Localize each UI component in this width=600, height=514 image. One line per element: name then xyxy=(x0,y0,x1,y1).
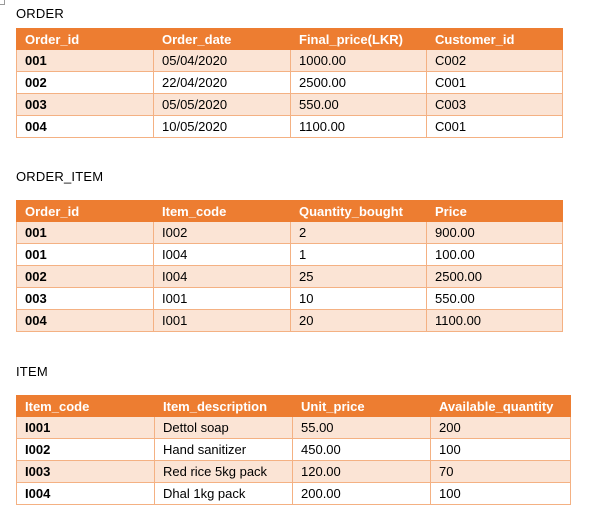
table-cell: 200.00 xyxy=(293,483,431,505)
table-cell: I003 xyxy=(17,461,155,483)
table-cell: I004 xyxy=(17,483,155,505)
column-header: Item_description xyxy=(155,396,293,417)
table-cell: I001 xyxy=(154,310,291,332)
table-cell: I004 xyxy=(154,266,291,288)
table-cell: 550.00 xyxy=(427,288,563,310)
order-item-table xyxy=(16,200,563,332)
table-row xyxy=(17,310,563,332)
column-header: Final_price(LKR) xyxy=(291,29,427,50)
table-cell: 004 xyxy=(17,310,154,332)
table-cell: I001 xyxy=(154,288,291,310)
table-cell: C001 xyxy=(427,72,563,94)
item-table-caption: ITEM xyxy=(16,364,48,379)
table-cell: 200 xyxy=(431,417,571,439)
column-header: Quantity_bought xyxy=(291,201,427,222)
table-cell: Hand sanitizer xyxy=(155,439,293,461)
table-row xyxy=(17,266,563,288)
table-cell: 002 xyxy=(17,72,154,94)
column-header: Item_code xyxy=(17,396,155,417)
table-cell: 100 xyxy=(431,439,571,461)
table-cell: 1100.00 xyxy=(291,116,427,138)
table-cell: 1000.00 xyxy=(291,50,427,72)
table-cell: 1100.00 xyxy=(427,310,563,332)
table-cell: 05/05/2020 xyxy=(154,94,291,116)
table-cell: 001 xyxy=(17,50,154,72)
table-cell: 002 xyxy=(17,266,154,288)
table-row xyxy=(17,439,571,461)
order-item-table-caption: ORDER_ITEM xyxy=(16,169,104,184)
column-header: Order_id xyxy=(17,201,154,222)
table-row xyxy=(17,417,571,439)
table-cell: 20 xyxy=(291,310,427,332)
table-cell: 003 xyxy=(17,288,154,310)
table-cell: Red rice 5kg pack xyxy=(155,461,293,483)
table-row xyxy=(17,288,563,310)
table-cell: 001 xyxy=(17,222,154,244)
table-row xyxy=(17,50,563,72)
column-header: Order_id xyxy=(17,29,154,50)
table-cell: 10 xyxy=(291,288,427,310)
table-cell: 100.00 xyxy=(427,244,563,266)
table-cell: 900.00 xyxy=(427,222,563,244)
table-cell: C002 xyxy=(427,50,563,72)
table-cell: 003 xyxy=(17,94,154,116)
table-row xyxy=(17,483,571,505)
table-row xyxy=(17,116,563,138)
table-cell: I002 xyxy=(17,439,155,461)
column-header: Unit_price xyxy=(293,396,431,417)
table-cell: Dhal 1kg pack xyxy=(155,483,293,505)
table-cell: 2500.00 xyxy=(291,72,427,94)
table-cell: I001 xyxy=(17,417,155,439)
item-table xyxy=(16,395,571,505)
table-cell: 550.00 xyxy=(291,94,427,116)
table-cell: 120.00 xyxy=(293,461,431,483)
selection-handle-icon xyxy=(0,0,5,5)
table-header-row xyxy=(17,396,571,417)
column-header: Available_quantity xyxy=(431,396,571,417)
column-header: Price xyxy=(427,201,563,222)
table-row xyxy=(17,461,571,483)
column-header: Customer_id xyxy=(427,29,563,50)
table-cell: I004 xyxy=(154,244,291,266)
table-cell: 05/04/2020 xyxy=(154,50,291,72)
column-header: Order_date xyxy=(154,29,291,50)
table-header-row xyxy=(17,201,563,222)
table-row xyxy=(17,222,563,244)
table-cell: Dettol soap xyxy=(155,417,293,439)
table-cell: 004 xyxy=(17,116,154,138)
table-cell: 100 xyxy=(431,483,571,505)
table-cell: 10/05/2020 xyxy=(154,116,291,138)
order-table xyxy=(16,28,563,138)
table-cell: 2500.00 xyxy=(427,266,563,288)
table-cell: I002 xyxy=(154,222,291,244)
table-cell: 001 xyxy=(17,244,154,266)
table-cell: 25 xyxy=(291,266,427,288)
table-cell: C001 xyxy=(427,116,563,138)
table-cell: 22/04/2020 xyxy=(154,72,291,94)
table-cell: 70 xyxy=(431,461,571,483)
table-cell: 1 xyxy=(291,244,427,266)
table-row xyxy=(17,72,563,94)
order-table-caption: ORDER xyxy=(16,6,64,21)
table-row xyxy=(17,94,563,116)
table-header-row xyxy=(17,29,563,50)
table-cell: C003 xyxy=(427,94,563,116)
table-cell: 55.00 xyxy=(293,417,431,439)
column-header: Item_code xyxy=(154,201,291,222)
table-cell: 2 xyxy=(291,222,427,244)
table-row xyxy=(17,244,563,266)
table-cell: 450.00 xyxy=(293,439,431,461)
